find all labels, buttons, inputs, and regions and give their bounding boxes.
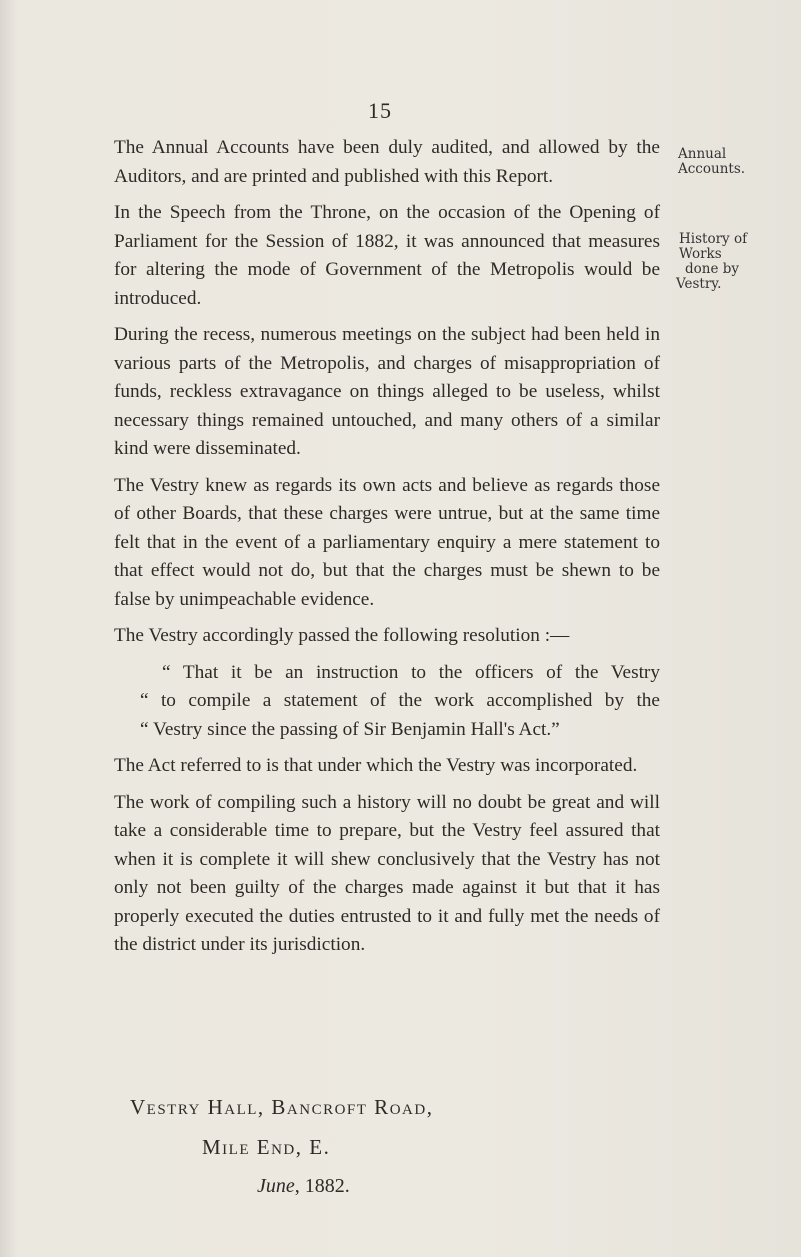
margin-note-line: done by (685, 261, 740, 277)
paragraph-act-referred: The Act referred to is that under which the Vestry was incorporated. (114, 755, 638, 776)
body-text (114, 134, 660, 968)
margin-note-line: Works (679, 246, 722, 262)
quote-line: “ That it be an instruction to the officers of the Vestry (162, 661, 660, 683)
paragraph-recess: During the recess, numerous meetings on the subject had been held in various parts of the Metropolis, and charges of misappropriation of funds, reckless extravagance on things alleged to be useless, whilst necessary things remained untouched, and many others of a similar kind were disseminated. (114, 324, 660, 459)
resolution-quote (114, 659, 660, 745)
paragraph-resolution-intro: The Vestry accordingly passed the following resolution :— (114, 625, 570, 646)
margin-note-line: Vestry. (676, 276, 722, 292)
signature-address-line2: Mile End, E. (202, 1135, 331, 1159)
signature-date (257, 1175, 350, 1198)
signature-month: June (257, 1175, 295, 1197)
page-number: 15 (368, 98, 392, 123)
signature-year: , 1882. (294, 1175, 350, 1197)
margin-note-history (676, 232, 766, 292)
margin-note-line: History of (679, 231, 748, 247)
margin-note-annual-accounts (678, 147, 745, 177)
paragraph-vestry-knew: The Vestry knew as regards its own acts and believe as regards those of other Boards, that these charges were untrue, but at the same time felt that in the event of a parliamentary enquiry a mere statement to that effect would not do, but that the charges must be shewn to be false by unimpeachable evidence. (114, 474, 660, 610)
quote-line: “ Vestry since the passing of Sir Benjamin Hall's Act.” (140, 718, 560, 740)
margin-note-line: Annual (678, 146, 727, 162)
margin-note-line: Accounts. (678, 161, 746, 177)
signature-address-line1: Vestry Hall, Bancroft Road, (130, 1095, 434, 1119)
paragraph-compiling-history: The work of compiling such a history will no doubt be great and will take a considerable time to prepare, but the Vestry feel assured that when it is complete it will shew conclusively that the Vestry has not only not been guilty of the charges made against it but that it has properly executed the duties entrusted to it and fully met the needs of the district under its jurisdiction. (114, 791, 660, 955)
quote-line: “ to compile a statement of the work accomplished by the (140, 690, 660, 711)
paragraph-speech-throne: In the Speech from the Throne, on the occasion of the Opening of Parliament for the Session of 1882, it was announced that measures for altering the mode of Government of the Metropolis would be introduced. (114, 202, 660, 309)
paragraph-annual-accounts: The Annual Accounts have been duly audited, and allowed by the Auditors, and are printed and published with this Report. (114, 137, 660, 187)
